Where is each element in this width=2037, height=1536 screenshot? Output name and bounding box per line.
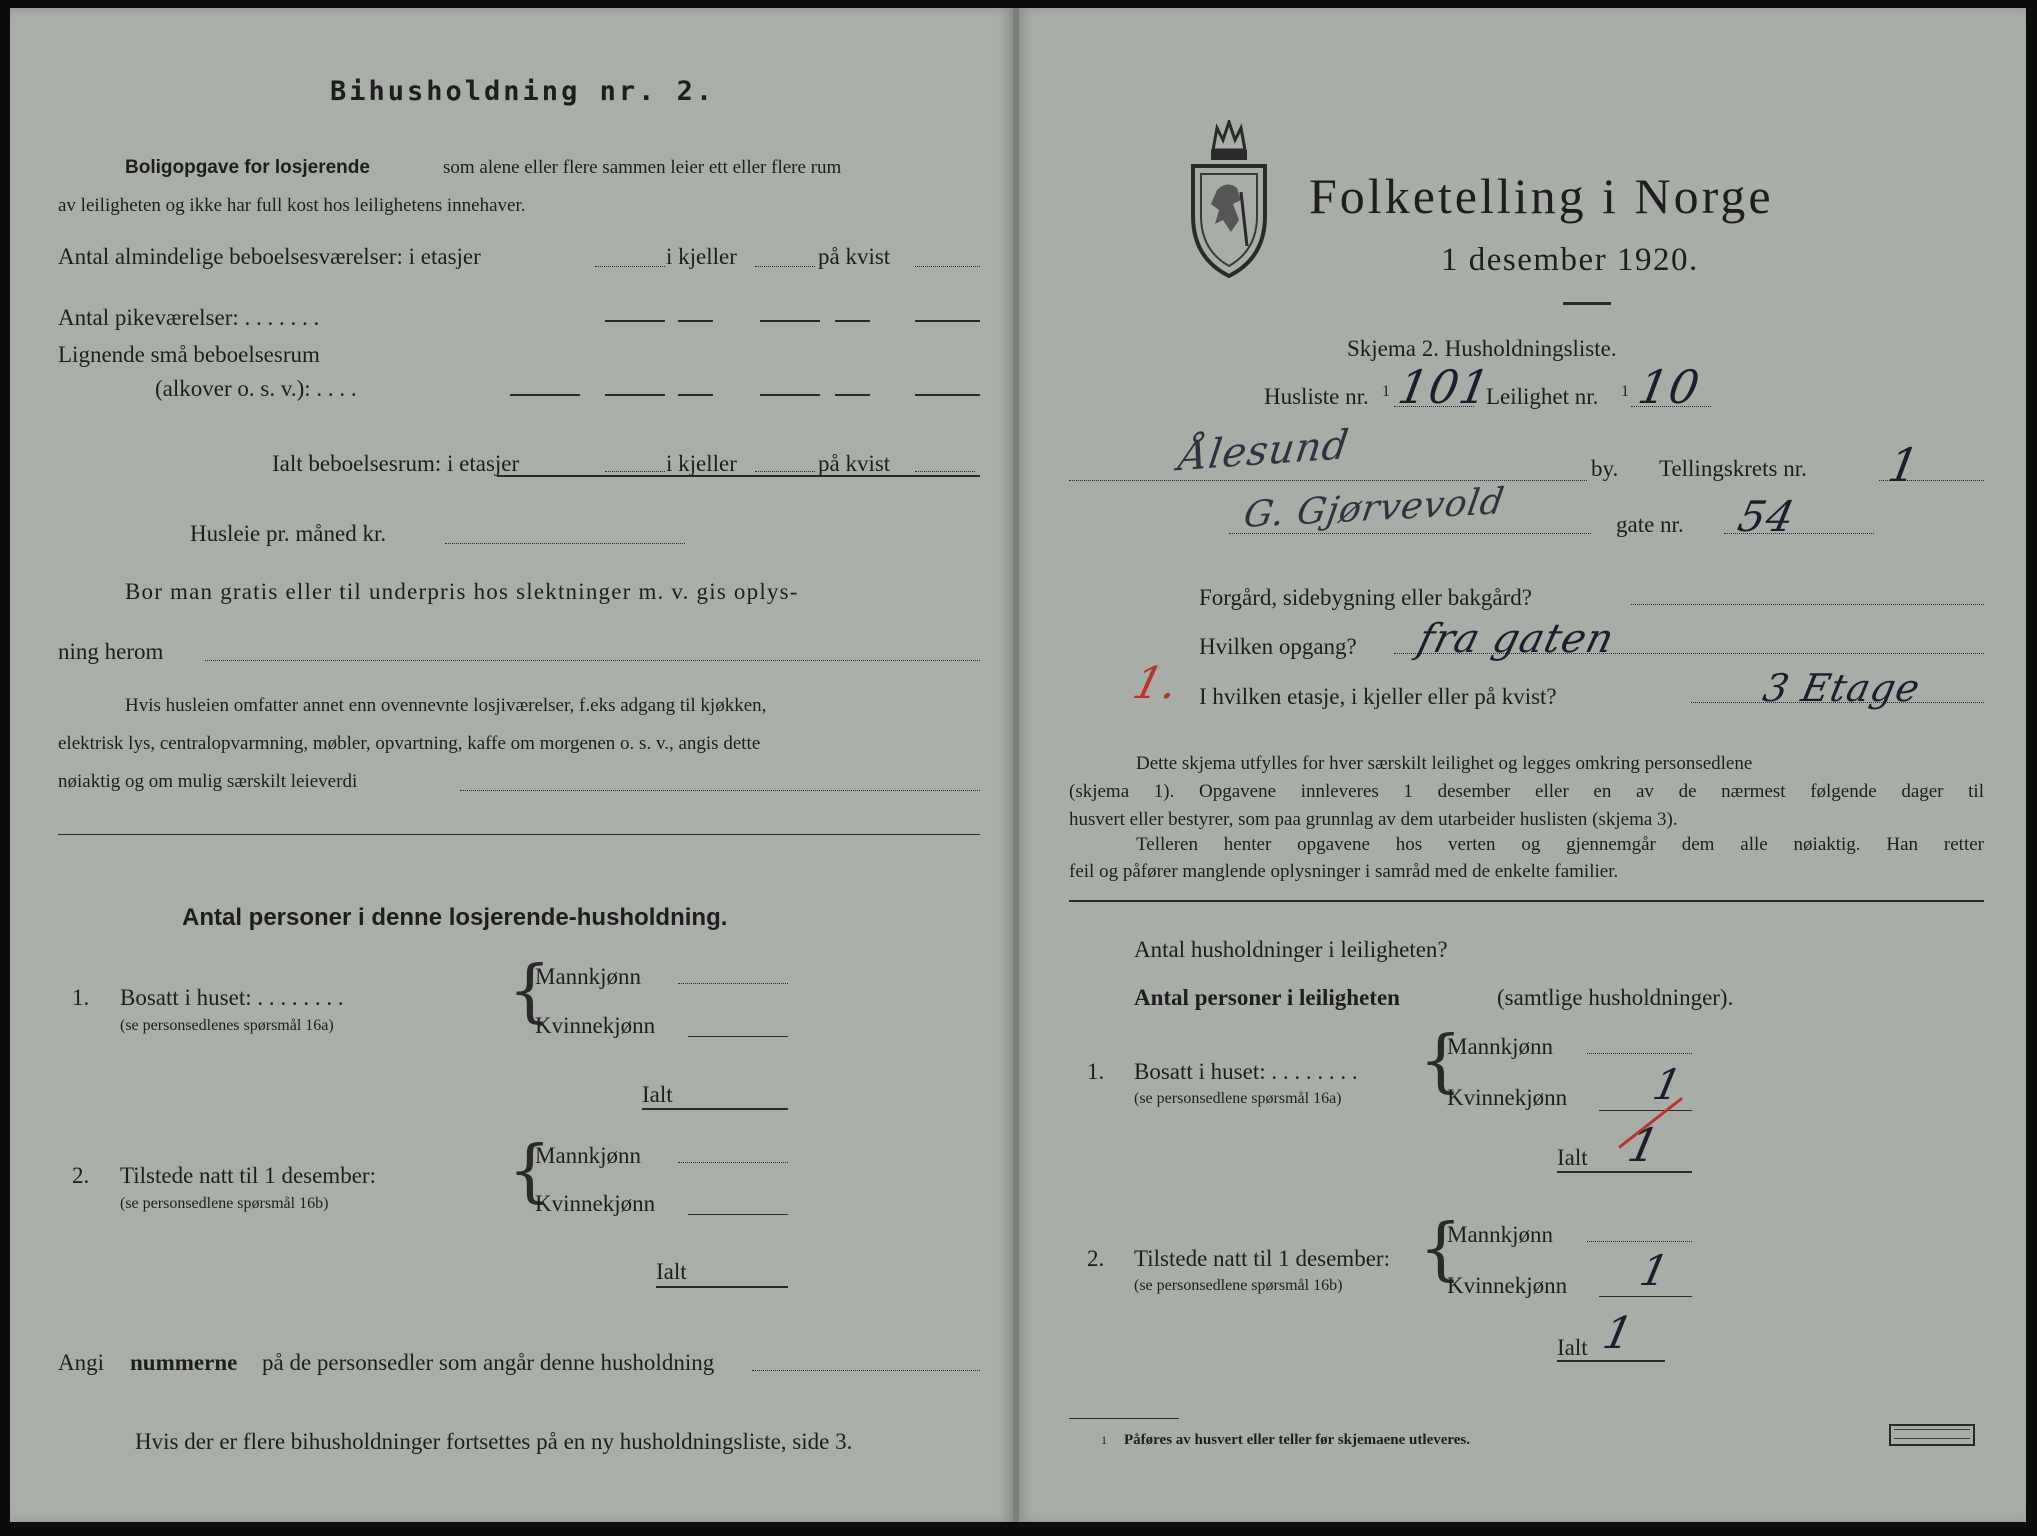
kvist-line[interactable] [915,266,980,267]
alkover-label: (alkover o. s. v.): . . . . [155,376,357,401]
left-q2-ialt-label: Ialt [656,1259,687,1284]
left-q1-brace: { [508,952,552,1031]
ning-herom-label: ning herom [58,639,164,664]
info-line-5: feil og påfører manglende oplysninger i samråd med de enkelte familier. [1069,861,1619,882]
footnote-sup: 1 [1101,1433,1107,1447]
hw-etasje: 3 Etage [1759,666,1925,710]
right-q1-sub: (se personsedlene spørsmål 16a) [1134,1090,1342,1107]
right-q1-ialt-label: Ialt [1557,1145,1588,1170]
info-line-3: husvert eller bestyrer, som paa grunnlag av dem utarbeider huslisten (skjema 3). [1069,809,1678,830]
right-q1-kvinne-line[interactable] [1599,1110,1692,1111]
paa-kvist-label: på kvist [818,244,891,269]
leieverdi-line[interactable] [460,790,980,791]
husliste-label: Husliste nr. [1264,384,1369,409]
left-q2-brace: { [508,1132,552,1211]
antal-personer-rest: (samtlige husholdninger). [1497,985,1734,1010]
antal-personer-heading: Antal personer i denne losjerende-husholdning. [182,904,728,931]
right-q2-ialt-label: Ialt [1557,1335,1588,1360]
alkover-dash-2 [835,394,870,396]
left-q1-kvinne-line[interactable] [688,1036,788,1037]
right-q2-number: 2. [1087,1246,1105,1271]
pike-dash-2 [835,320,870,322]
hvis-flere-text: Hvis der er flere bihusholdninger fortsettes på en ny husholdningsliste, side 3. [135,1429,853,1454]
antal-husholdninger-label: Antal husholdninger i leiligheten? [1134,937,1448,962]
left-q1-number: 1. [72,985,90,1010]
angi-rest: på de personsedler som angår denne husholdning [262,1350,715,1375]
right-q2-mann-label: Mannkjønn [1447,1222,1554,1247]
hw-leilighet: 10 [1634,360,1705,414]
footnote-rule [1069,1418,1179,1419]
right-q1-number: 1. [1087,1059,1105,1084]
angi-pre: Angi [58,1350,104,1375]
lignende-label: Lignende små beboelsesrum [58,342,320,367]
bihusholdning-title: Bihusholdning nr. 2. [330,76,716,107]
by-line[interactable] [1069,480,1587,481]
left-q1-sub: (se personsedlenes spørsmål 16a) [120,1017,334,1034]
right-q2-brace: { [1419,1210,1463,1289]
ialt-beboelsesrum-label: Ialt beboelsesrum: i etasjer [272,451,520,476]
ialt-i-kjeller-label: i kjeller [666,451,737,476]
right-q2-label: Tilstede natt til 1 desember: [1134,1246,1390,1271]
antal-pikevaerelser-label: Antal pikeværelser: . . . . . . . [58,305,320,330]
alkover-dash-1 [678,394,713,396]
info-line-4: Telleren henter opgavene hos verten og gjennemgår dem alle nøiaktig. Han retter [1136,834,1984,855]
coat-of-arms-icon [1187,120,1271,278]
hw-q2-ialt: 1 [1598,1308,1639,1359]
left-q1-label: Bosatt i huset: . . . . . . . . [120,985,344,1010]
hw-gate-nr: 54 [1733,492,1800,541]
alkover-line-4[interactable] [915,394,980,396]
hw-q1-kvinne: 1 [1648,1060,1687,1109]
info-line-2: (skjema 1). Opgavene innleveres 1 desember eller en av de nærmest følgende dager til [1069,781,1984,802]
opgang-label: Hvilken opgang? [1199,634,1357,659]
left-divider [58,834,980,835]
left-q1-mann-line[interactable] [678,983,788,984]
left-q1-kvinne-label: Kvinnekjønn [535,1013,656,1038]
ialt-kvist-line[interactable] [915,471,975,472]
right-q1-mann-label: Mannkjønn [1447,1034,1554,1059]
ialt-kjeller-line[interactable] [755,471,815,472]
etasjer-line[interactable] [595,266,665,267]
folketelling-title: Folketelling i Norge [1309,168,1774,224]
ialt-beboelsesrum-underline [497,475,980,477]
info-line-1: Dette skjema utfylles for hver særskilt leilighet og legges omkring personsedlene [1136,753,1753,774]
hw-q1-ialt: 1 [1623,1118,1666,1172]
forgaard-label: Forgård, sidebygning eller bakgård? [1199,585,1532,610]
leilighet-label: Leilighet nr. [1486,384,1599,409]
left-page [10,8,1013,1522]
hw-opgang: fra gaten [1413,616,1620,662]
forgaard-line[interactable] [1631,604,1984,605]
right-q2-mann-line[interactable] [1587,1241,1692,1242]
antal-personer-bold: Antal personer i leiligheten [1134,985,1400,1010]
left-q2-mann-label: Mannkjønn [535,1143,642,1168]
left-q1-ialt-line[interactable] [642,1108,788,1110]
ning-herom-line[interactable] [205,660,980,661]
left-q1-mann-label: Mannkjønn [535,964,642,989]
hw-q2-kvinne: 1 [1635,1246,1674,1295]
right-q2-ialt-line[interactable] [1557,1360,1665,1362]
alkover-line-1[interactable] [510,394,580,396]
right-q1-label: Bosatt i huset: . . . . . . . . [1134,1059,1358,1084]
i-kjeller-label: i kjeller [666,244,737,269]
left-q2-kvinne-line[interactable] [688,1214,788,1215]
left-q1-ialt-label: Ialt [642,1082,673,1107]
left-q2-label: Tilstede natt til 1 desember: [120,1163,376,1188]
hw-by: Ålesund [1175,421,1353,481]
hvis-husleien-3: nøiaktig og om mulig særskilt leieverdi [58,771,358,792]
husliste-sup: 1 [1382,383,1390,400]
right-q2-kvinne-label: Kvinnekjønn [1447,1273,1568,1298]
left-q2-kvinne-label: Kvinnekjønn [535,1191,656,1216]
census-sheet [10,8,2026,1522]
pike-kjeller-line[interactable] [760,320,820,322]
pike-kvist-line[interactable] [915,320,980,322]
hw-gate: G. Gjørvevold [1240,480,1508,537]
pike-dash-1 [678,320,713,322]
intro-text-2: av leiligheten og ikke har full kost hos leilighetens innehaver. [58,195,526,216]
leilighet-sup: 1 [1621,383,1629,400]
right-q2-kvinne-line[interactable] [1599,1296,1692,1297]
right-q1-brace: { [1419,1022,1463,1101]
tellingskrets-label: Tellingskrets nr. [1659,456,1807,481]
right-page [1019,8,2026,1522]
hw-husliste: 101 [1394,360,1495,414]
right-q1-kvinne-label: Kvinnekjønn [1447,1085,1568,1110]
ialt-etasjer-line[interactable] [605,471,665,472]
left-q2-ialt-line[interactable] [656,1286,788,1288]
hw-tellingskrets: 1 [1884,438,1925,492]
left-q2-sub: (se personsedlene spørsmål 16b) [120,1195,329,1212]
antal-almindelige-label: Antal almindelige beboelsesværelser: i etasjer [58,244,481,269]
printer-stamp [1889,1424,1975,1446]
skjema-label: Skjema 2. Husholdningsliste. [1347,336,1617,361]
etasje-label: I hvilken etasje, i kjeller eller på kvist? [1199,684,1557,709]
pike-etasjer-line[interactable] [605,320,665,322]
hw-red-mark: 1. [1127,658,1185,709]
title-rule [1563,302,1611,305]
left-q2-mann-line[interactable] [678,1162,788,1163]
hvis-husleien-1: Hvis husleien omfatter annet enn ovennevnte losjiværelser, f.eks adgang til kjøkken, [125,695,767,716]
right-divider [1069,900,1984,902]
gate-nr-label: gate nr. [1616,512,1684,537]
right-q2-sub: (se personsedlene spørsmål 16b) [1134,1277,1343,1294]
census-date: 1 desember 1920. [1441,242,1699,278]
intro-bold: Boligopgave for losjerende [125,157,370,178]
angi-bold: nummerne [130,1350,238,1375]
alkover-line-2[interactable] [605,394,665,396]
husleie-line[interactable] [445,543,685,544]
husleie-label: Husleie pr. måned kr. [190,521,387,546]
alkover-line-3[interactable] [760,394,820,396]
intro-text-1: som alene eller flere sammen leier ett eller flere rum [443,157,842,178]
hvis-husleien-2: elektrisk lys, centralopvarmning, møbler, opvartning, kaffe om morgenen o. s. v., angis dette [58,733,761,754]
kjeller-line[interactable] [755,266,815,267]
ialt-paa-kvist-label: på kvist [818,451,891,476]
right-q1-mann-line[interactable] [1587,1053,1692,1054]
angi-line[interactable] [752,1370,980,1371]
left-q2-number: 2. [72,1163,90,1188]
bor-man-text: Bor man gratis eller til underpris hos slektninger m. v. gis oplys- [125,579,799,604]
footnote-text: Påføres av husvert eller teller før skjemaene utleveres. [1124,1432,1471,1448]
by-label: by. [1591,456,1619,481]
